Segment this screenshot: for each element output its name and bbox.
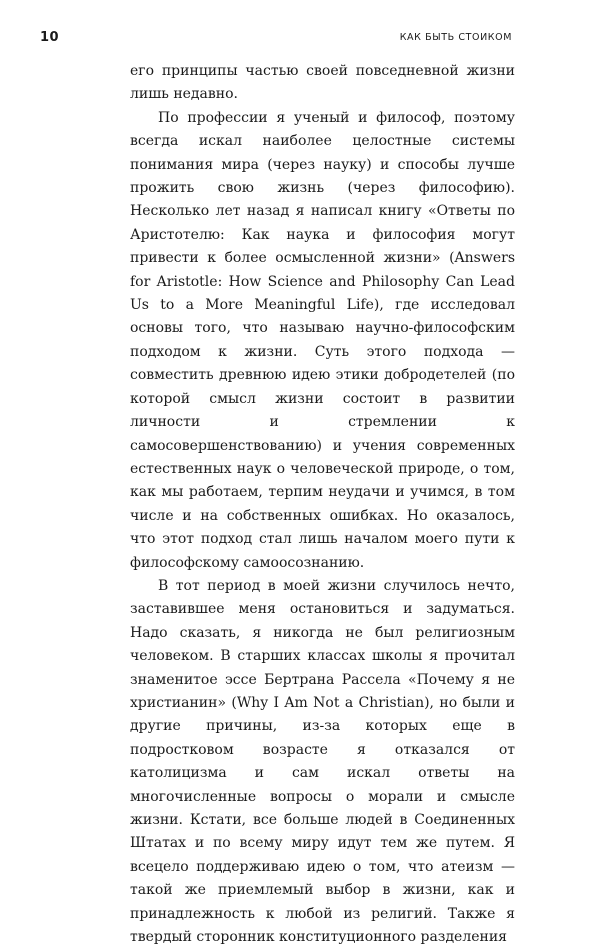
running-title: КАК БЫТЬ СТОИКОМ xyxy=(399,32,512,43)
page-number: 10 xyxy=(40,30,60,45)
paragraph-continued: его принципы частью своей повседневной жизни лишь недавно. xyxy=(130,63,515,103)
paragraph: По профессии я ученый и философ, поэтому всегда искал наиболее целостные системы понимания мира (через науку) и способы лучше прожить свою жизнь (через философию). Несколько лет назад я написал книгу «Ответы по Аристотелю: Как наука и философия могут привести к более осмысленной жизни» (Answers for Aristotle: How Science and Philosophy Can Lead Us to a More Meaningful Life), где исследовал основы того, что называю научно-философским подходом к жизни. Суть этого подхода — совместить древнюю идею этики добродетелей (по которой смысл жизни состоит в развитии личности и стремлении к самосовершенствованию) и учения современных естественных наук о человеческой природе, о том, как мы работаем, терпим неудачи и учимся, в том числе и на собственных ошибках. Но оказалось, что этот подход стал лишь началом моего пути к философскому самоосознанию. xyxy=(130,109,515,571)
body-text xyxy=(130,60,515,949)
paragraph: В тот период в моей жизни случилось нечто, заставившее меня остановиться и задуматься. Надо сказать, я никогда не был религиозным человеком. В старших классах школы я прочитал знаменитое эссе Бертрана Рассела «Почему я не христианин» (Why I Am Not a Christian), но были и другие причины, из-за которых еще в подростковом возрасте я отказался от католицизма и сам искал ответы на многочисленные вопросы о морали и смысле жизни. Кстати, все больше людей в Соединенных Штатах и по всему миру идут тем же путем. Я всецело поддерживаю идею о том, что атеизм — такой же приемлемый выбор в жизни, как и принадлежность к любой из религий. Также я твердый сторонник конституционного разделения xyxy=(130,577,515,946)
